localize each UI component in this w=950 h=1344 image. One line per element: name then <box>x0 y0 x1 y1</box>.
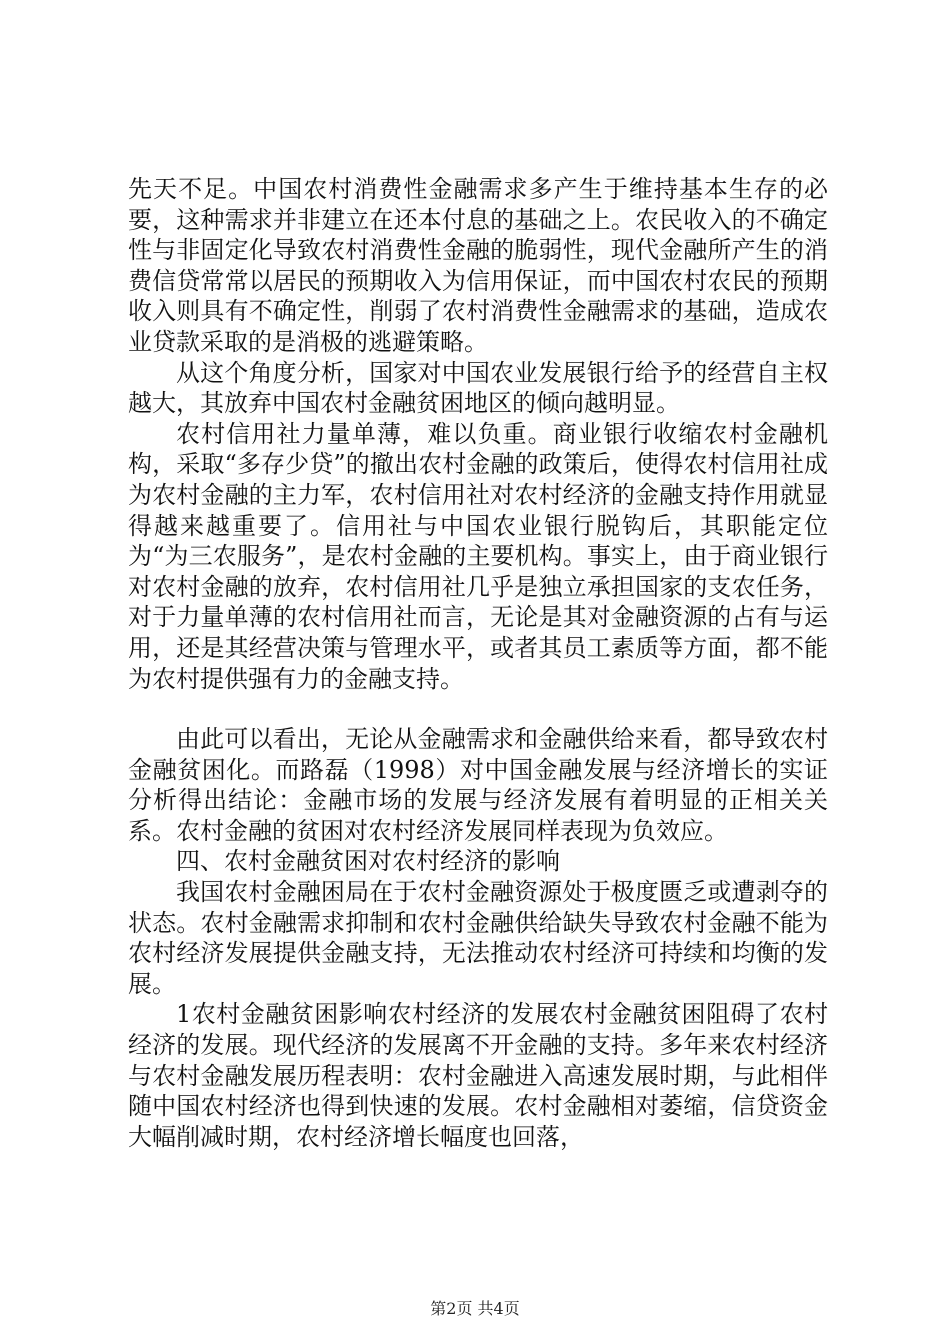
paragraph-conclusion: 由此可以看出，无论从金融需求和金融供给来看，都导致农村金融贫困化。而路磊（1998）对中国金融发展与经济增长的实证分析得出结论：金融市场的发展与经济发展有着明显的正相关关系。农村金融的贫困对农村经济发展同样表现为负效应。 <box>128 725 828 845</box>
paragraph-credit-cooperatives: 农村信用社力量单薄，难以负重。商业银行收缩农村金融机构，采取“多存少贷”的撤出农村金融的政策后，使得农村信用社成为农村金融的主力军，农村信用社对农村经济的金融支持作用就显得越来越重要了。信用社与中国农业银行脱钩后，其职能定位为“为三农服务”，是农村金融的主要机构。事实上，由于商业银行对农村金融的放弃，农村信用社几乎是独立承担国家的支农任务，对于力量单薄的农村信用社而言，无论是其对金融资源的占有与运用，还是其经营决策与管理水平，或者其员工素质等方面，都不能为农村提供强有力的金融支持。 <box>128 419 828 693</box>
document-body <box>128 174 828 1152</box>
paragraph-continuation: 先天不足。中国农村消费性金融需求多产生于维持基本生存的必要，这种需求并非建立在还本付息的基础之上。农民收入的不确定性与非固定化导致农村消费性金融的脆弱性，现代金融所产生的消费信贷常常以居民的预期收入为信用保证，而中国农村农民的预期收入则具有不确定性，削弱了农村消费性金融需求的基础，造成农业贷款采取的是消极的逃避策略。 <box>128 175 828 356</box>
page-number-footer: 第2页 共4页 <box>430 1299 520 1318</box>
paragraph-analysis: 从这个角度分析，国家对中国农业发展银行给予的经营自主权越大，其放弃中国农村金融贫困地区的倾向越明显。 <box>128 358 828 418</box>
section-heading: 四、农村金融贫困对农村经济的影响 <box>176 847 560 876</box>
paragraph-dilemma: 我国农村金融困局在于农村金融资源处于极度匮乏或遭剥夺的状态。农村金融需求抑制和农村金融供给缺失导致农村金融不能为农村经济发展提供金融支持，无法推动农村经济可持续和均衡的发展。 <box>128 878 828 998</box>
paragraph-impact: 1农村金融贫困影响农村经济的发展农村金融贫困阻碍了农村经济的发展。现代经济的发展离不开金融的支持。多年来农村经济与农村金融发展历程表明：农村金融进入高速发展时期，与此相伴随中国农村经济也得到快速的发展。农村金融相对萎缩，信贷资金大幅削减时期，农村经济增长幅度也回落， <box>128 1000 828 1151</box>
